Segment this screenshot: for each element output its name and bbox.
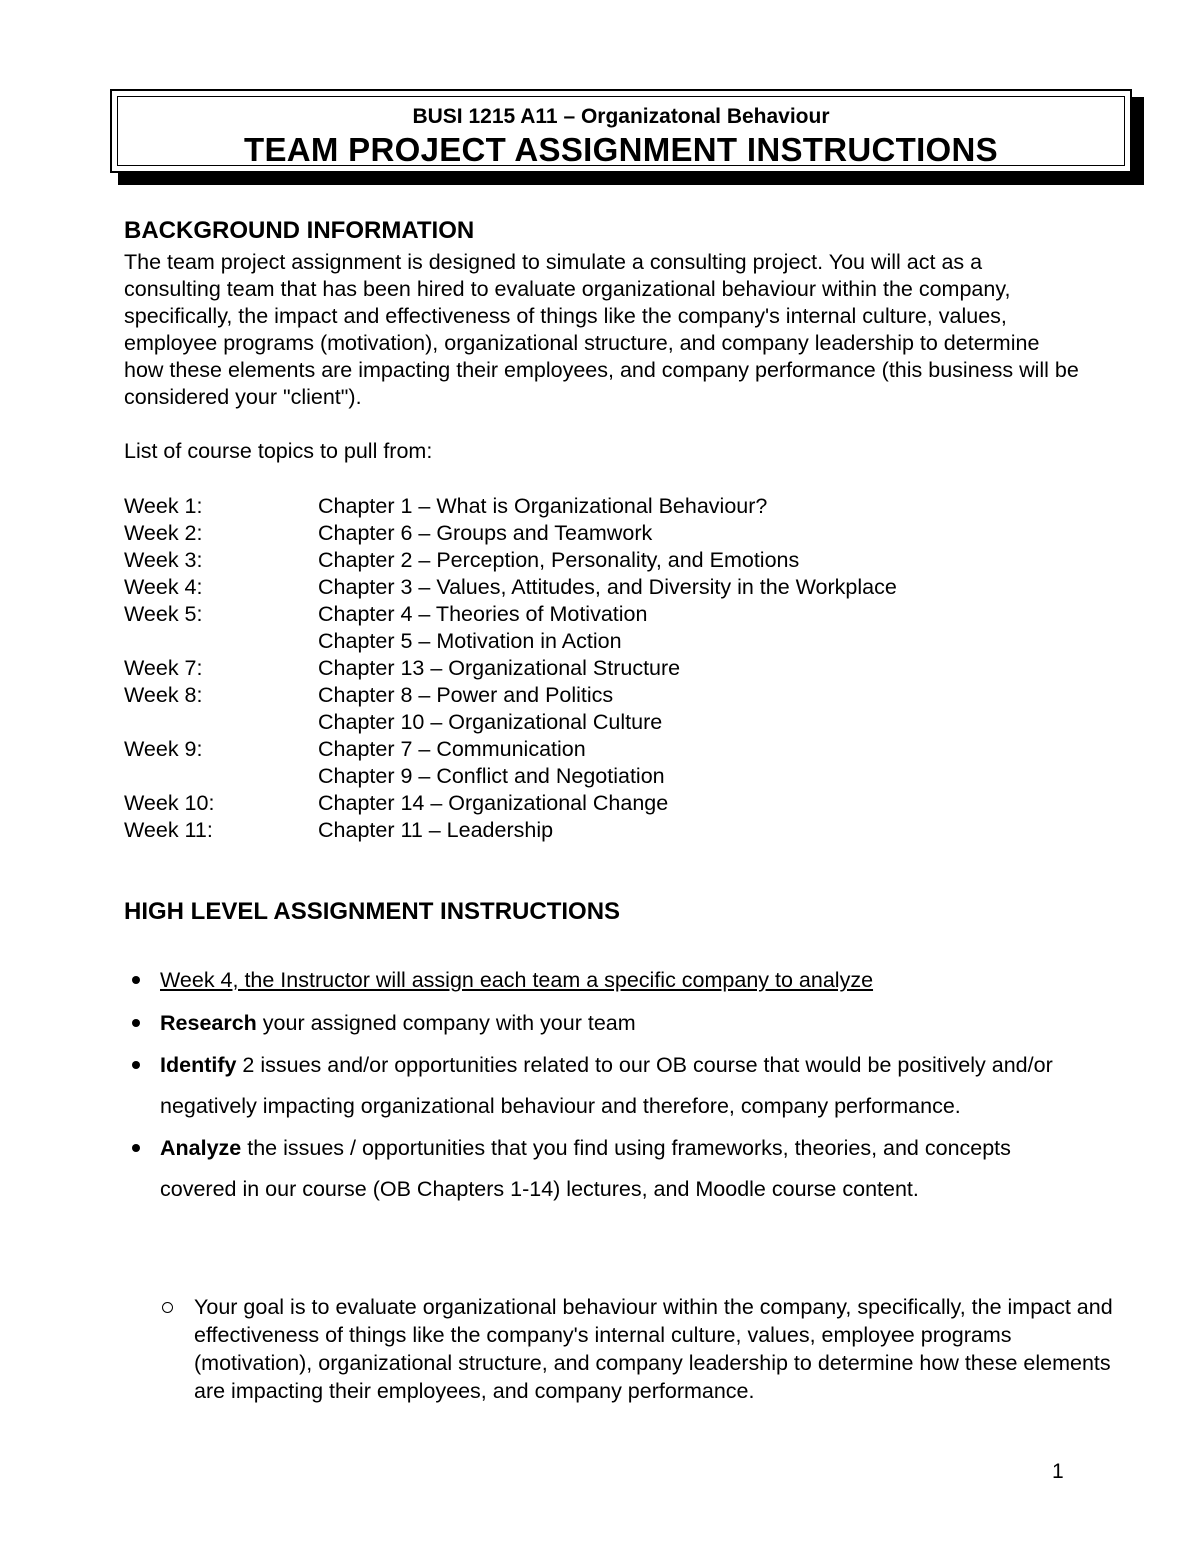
topic-row [124, 493, 1024, 520]
topic-row [124, 790, 1024, 817]
topic-row [124, 817, 1024, 844]
sub-bullet-text: Your goal is to evaluate organizational behaviour within the company, specifically, the impact and effectiveness of things like the company's internal culture, values, employee programs (motivation), organizational structure, and company leadership to determine how these elements are impacting their employees, and company performance. [194, 1295, 1113, 1403]
header-box [110, 89, 1132, 173]
bullet-keyword-identify: Identify [160, 1053, 237, 1077]
topic-chapter: Chapter 8 – Power and Politics [318, 683, 614, 707]
topic-week: Week 2: [124, 521, 203, 545]
hollow-bullet-icon [162, 1302, 173, 1313]
bullet-dot-icon [132, 1144, 140, 1152]
topic-chapter: Chapter 2 – Perception, Personality, and Emotions [318, 548, 800, 572]
list-item [124, 1003, 1084, 1044]
bullet-text-analyze: the issues / opportunities that you find using frameworks, theories, and concepts covered in our course (OB Chapters 1-14) lectures, and Moodle course content. [160, 1136, 1011, 1201]
topic-chapter: Chapter 5 – Motivation in Action [318, 629, 622, 653]
topic-chapter: Chapter 3 – Values, Attitudes, and Diversity in the Workplace [318, 575, 897, 599]
bullet-text-research: your assigned company with your team [256, 1010, 636, 1035]
page-number: 1 [1052, 1460, 1064, 1483]
topic-week: Week 9: [124, 737, 203, 761]
topic-week: Week 4: [124, 575, 203, 599]
topic-chapter: Chapter 10 – Organizational Culture [318, 710, 663, 734]
bullet-text-assign: Week 4, the Instructor will assign each team a specific company to analyze [160, 968, 874, 992]
topic-week: Week 3: [124, 548, 203, 572]
list-item [124, 1128, 1084, 1209]
topics-list [124, 493, 1024, 844]
document-title: TEAM PROJECT ASSIGNMENT INSTRUCTIONS [244, 131, 998, 168]
topic-week: Week 11: [124, 818, 213, 842]
background-heading: BACKGROUND INFORMATION [124, 217, 475, 244]
topic-chapter: Chapter 14 – Organizational Change [318, 791, 669, 815]
background-paragraph: The team project assignment is designed to simulate a consulting project. You will act as a consulting team that has been hired to evaluate organizational behaviour within the company, specifically, the impact and effectiveness of things like the company's internal culture, values, employee programs (motivation), organizational structure, and company leadership to determine how these elements are impacting their employees, and company performance (this business will be considered your "client"). [124, 250, 1079, 409]
instructions-heading: HIGH LEVEL ASSIGNMENT INSTRUCTIONS [124, 898, 621, 925]
topic-chapter: Chapter 1 – What is Organizational Behaviour? [318, 494, 768, 518]
topic-chapter: Chapter 7 – Communication [318, 737, 586, 761]
topic-week: Week 5: [124, 602, 203, 626]
topic-week: Week 8: [124, 683, 203, 707]
topic-chapter: Chapter 4 – Theories of Motivation [318, 602, 648, 626]
topic-row [124, 682, 1024, 709]
topic-row [124, 520, 1024, 547]
topic-row [124, 547, 1024, 574]
topic-week: Week 10: [124, 791, 215, 815]
bullet-dot-icon [132, 1019, 140, 1027]
topic-week: Week 1: [124, 494, 203, 518]
topic-chapter: Chapter 11 – Leadership [318, 818, 554, 842]
list-item [124, 960, 1084, 1001]
topics-intro: List of course topics to pull from: [124, 439, 433, 463]
header-inner-border [117, 96, 1125, 166]
course-title: BUSI 1215 A11 – Organizatonal Behaviour [412, 105, 830, 128]
topic-chapter: Chapter 6 – Groups and Teamwork [318, 521, 653, 545]
topic-row [124, 736, 1024, 763]
topic-row [124, 574, 1024, 601]
topic-row [124, 601, 1024, 628]
topic-row [124, 763, 1024, 790]
topic-week: Week 7: [124, 656, 203, 680]
sub-list-item [160, 1293, 1114, 1405]
topic-row [124, 709, 1024, 736]
bullet-keyword-analyze: Analyze [160, 1136, 242, 1160]
topic-row [124, 628, 1024, 655]
topic-chapter: Chapter 9 – Conflict and Negotiation [318, 764, 665, 788]
bullet-dot-icon [132, 976, 140, 984]
bullet-text-identify: 2 issues and/or opportunities related to our OB course that would be positively and/or negatively impacting organizational behaviour and therefore, company performance. [160, 1053, 1053, 1118]
topic-chapter: Chapter 13 – Organizational Structure [318, 656, 681, 680]
bullet-keyword-research: Research [160, 1010, 257, 1035]
instructions-list [124, 960, 1084, 1211]
bullet-dot-icon [132, 1061, 140, 1069]
list-item [124, 1045, 1084, 1126]
topic-row [124, 655, 1024, 682]
